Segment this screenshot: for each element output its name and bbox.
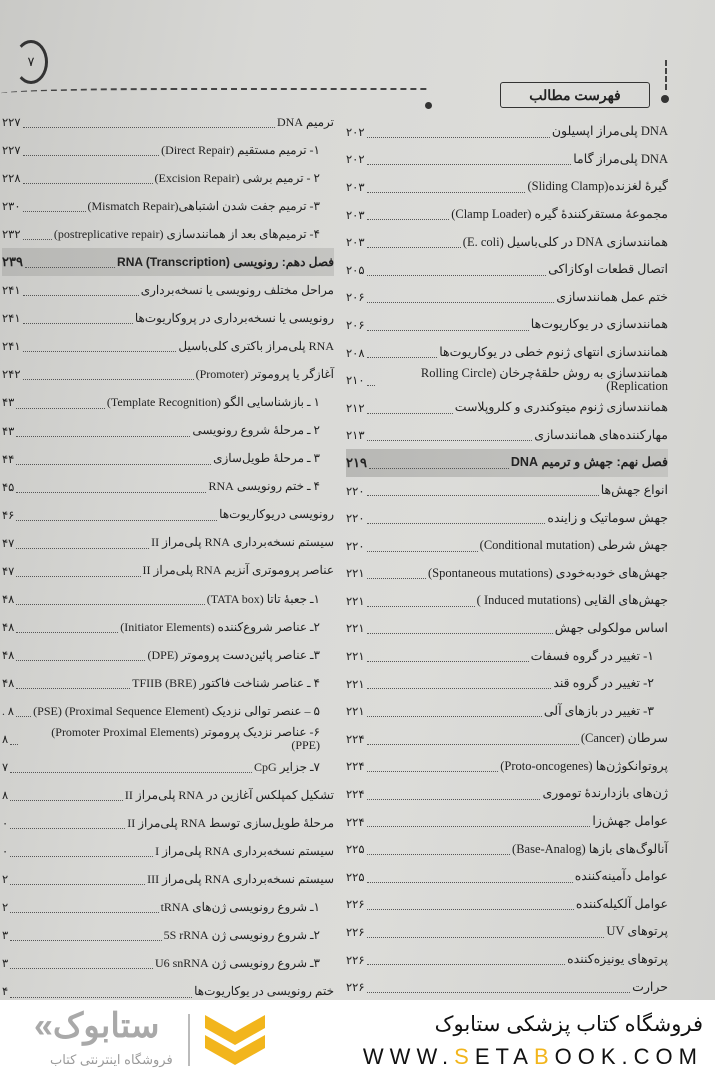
toc-entry-title: همانندسازی در یوکاریوت‌ها <box>530 317 668 332</box>
toc-entry <box>346 973 668 1001</box>
toc-entry-page: ۲۰۶ <box>346 292 365 305</box>
dot-leader <box>23 239 52 240</box>
url-highlight: S <box>454 1044 475 1069</box>
dot-leader <box>23 211 86 212</box>
dot-leader <box>369 468 509 469</box>
toc-entry-title: ۳- تغییر در بازهای آلی <box>543 703 654 718</box>
toc-entry-title: DNA پلی‌مراز گاما <box>573 151 668 166</box>
toc-entry <box>2 304 334 332</box>
toc-entry <box>2 501 334 529</box>
toc-entry <box>346 532 668 560</box>
toc-entry <box>2 949 334 977</box>
decorative-vertical-dash <box>665 60 667 90</box>
toc-entry-page: ۲۲۶ <box>346 899 365 912</box>
toc-entry-title: انواع جهش‌ها <box>600 482 668 497</box>
toc-entry-title: ۲ - ترمیم برشی (Excision Repair) <box>154 170 320 185</box>
toc-entry-page: ۸ . <box>2 706 14 718</box>
section-title: فهرست مطالب <box>500 82 650 108</box>
toc-entry-page: ۸ <box>2 734 9 747</box>
toc-entry-page: ۲۴۲ <box>2 369 21 382</box>
url-part: ETA <box>474 1044 534 1069</box>
toc-entry <box>2 725 334 753</box>
dot-leader <box>16 604 204 605</box>
toc-entry-title: حرارت <box>632 979 668 994</box>
toc-entry-page: ۲۰۸ <box>346 347 365 360</box>
toc-entry-page: ۷ <box>2 762 9 775</box>
toc-entry <box>346 642 668 670</box>
toc-entry-page: ۲۲۱ <box>346 568 365 581</box>
toc-entry <box>346 780 668 808</box>
dot-leader <box>10 940 161 941</box>
toc-entry-page: ۲۲۷ <box>2 145 21 158</box>
toc-entry <box>346 946 668 974</box>
toc-entry-title: ۱ ـ بازشناسایی الگو (Template Recognition) <box>106 395 320 410</box>
store-url[interactable] <box>363 1044 703 1070</box>
toc-entry-title: سیستم نسخه‌برداری RNA پلی‌مراز II <box>151 535 334 550</box>
toc-entry-title: گیرهٔ لغزنده(Sliding Clamp) <box>527 179 668 194</box>
toc-entry <box>346 863 668 891</box>
toc-entry <box>346 173 668 201</box>
dot-leader <box>16 660 145 661</box>
dot-leader <box>367 854 510 855</box>
toc-entry-page: ۴۷ <box>2 565 15 578</box>
toc-entry <box>2 276 334 304</box>
toc-entry-page: ۲۲۱ <box>346 623 365 636</box>
dot-leader <box>367 219 450 220</box>
toc-entry-page: ۲۲۴ <box>346 816 365 829</box>
dot-leader <box>367 799 541 800</box>
dot-leader <box>10 997 192 998</box>
toc-entry-page: ۲۲۸ <box>2 173 21 186</box>
chevron-logo-icon <box>200 1010 270 1070</box>
toc-entry-page: ۰ <box>2 846 9 859</box>
toc-entry <box>346 560 668 588</box>
toc-entry-title: ۳- ترمیم جفت شدن اشتباهی(Mismatch Repair) <box>87 198 320 213</box>
toc-entry-title: ختم رونویسی در یوکاریوت‌ها <box>194 984 334 999</box>
toc-entry <box>346 422 668 450</box>
dot-leader <box>367 882 573 883</box>
dot-leader <box>10 772 252 773</box>
toc-entry-title: پرتوهای UV <box>606 924 668 939</box>
toc-entry-page: ۲۲۶ <box>346 954 365 967</box>
toc-entry <box>2 613 334 641</box>
dot-leader <box>367 164 572 165</box>
toc-entry-page: ۲۰۲ <box>346 126 365 139</box>
dot-leader <box>367 909 574 910</box>
toc-entry-title: جهش شرطی (Conditional mutation) <box>479 538 668 553</box>
dot-leader <box>23 295 139 296</box>
toc-entry <box>346 311 668 339</box>
dot-leader <box>367 330 529 331</box>
toc-entry <box>2 557 334 585</box>
toc-entry-title: ۳ ـ مرحلهٔ طویل‌سازی <box>213 451 320 466</box>
toc-entry <box>2 360 334 388</box>
toc-entry <box>2 641 334 669</box>
toc-entry <box>346 339 668 367</box>
dot-leader <box>367 826 591 827</box>
toc-entry <box>346 504 668 532</box>
toc-entry-page: ۲۲۰ <box>346 513 365 526</box>
dot-leader <box>367 716 542 717</box>
dot-leader <box>367 275 547 276</box>
toc-entry-page: ۲۰۳ <box>346 237 365 250</box>
toc-entry-page: ۲۳۰ <box>2 201 21 214</box>
toc-entry-page: ۴۳ <box>2 425 15 438</box>
toc-entry-title: ۴ ـ ختم رونویسی RNA <box>208 479 320 494</box>
dot-leader <box>23 379 194 380</box>
dot-leader <box>10 744 18 745</box>
dot-leader <box>367 247 461 248</box>
toc-entry-page: ۲ <box>2 874 9 887</box>
toc-entry-page: ۴۴ <box>2 453 15 466</box>
toc-entry-title: عوامل دآمینه‌کننده <box>574 869 668 884</box>
toc-entry-page: ۲۲۵ <box>346 844 365 857</box>
dot-leader <box>367 771 499 772</box>
toc-entry <box>2 108 334 136</box>
toc-entry-page: ۲۲۱ <box>346 678 365 691</box>
toc-entry <box>2 417 334 445</box>
dot-leader <box>16 492 206 493</box>
toc-entry-page: ۲۰۵ <box>346 264 365 277</box>
dot-leader <box>16 464 211 465</box>
toc-entry-page: ۴۶ <box>2 509 15 522</box>
toc-entry-page: ۲۰۲ <box>346 154 365 167</box>
toc-entry <box>346 394 668 422</box>
logo-divider <box>188 1014 190 1066</box>
dot-leader <box>367 440 533 441</box>
toc-entry-page: ۲۴۱ <box>2 313 21 326</box>
toc-entry-title: ۳ـ عناصر پائین‌دست پروموتر (DPE) <box>147 647 320 662</box>
toc-entry <box>2 220 334 248</box>
toc-entry-title: مهارکننده‌های همانندسازی <box>534 427 668 442</box>
toc-entry-title: ۱- تغییر در گروه فسفات <box>530 648 654 663</box>
toc-entry <box>346 284 668 312</box>
toc-entry-title: سرطان (Cancer) <box>580 731 668 746</box>
dot-leader <box>367 688 552 689</box>
toc-entry <box>2 445 334 473</box>
toc-entry <box>2 388 334 416</box>
dot-leader <box>367 633 553 634</box>
toc-entry <box>2 753 334 781</box>
toc-entry-title: جهش‌های القایی (Induced mutations ) <box>476 593 668 608</box>
toc-entry-title: سیستم نسخه‌برداری RNA پلی‌مراز I <box>155 843 334 858</box>
toc-entry-page: ۳ <box>2 958 9 971</box>
dot-leader <box>367 606 475 607</box>
toc-entry-page: ۴۸ <box>2 593 15 606</box>
dot-leader <box>10 828 125 829</box>
toc-entry-page: ۴۸ <box>2 621 15 634</box>
toc-chapter-heading <box>2 248 334 276</box>
toc-entry-title: عوامل جهش‌زا <box>592 814 668 829</box>
toc-entry <box>346 587 668 615</box>
toc-entry <box>346 228 668 256</box>
toc-entry-title: رونویسی یا نسخه‌برداری در پروکاریوت‌ها <box>134 311 334 326</box>
toc-entry-title: فصل نهم: جهش و ترمیم DNA <box>510 455 668 470</box>
toc-entry-title: مراحل مختلف رونویسی یا نسخه‌برداری <box>140 283 334 297</box>
toc-entry-page: ۲ <box>2 902 9 915</box>
toc-entry-title: عناصر پروموتری آنزیم RNA پلی‌مراز II <box>142 563 334 578</box>
toc-entry <box>346 918 668 946</box>
dot-leader <box>23 183 153 184</box>
dot-leader <box>16 408 105 409</box>
toc-entry-title: ۴ ـ عناصر شناخت فاکتور TFIIB (BRE) <box>132 675 320 690</box>
dot-leader <box>16 632 118 633</box>
toc-entry <box>346 615 668 643</box>
toc-entry <box>2 809 334 837</box>
toc-entry <box>346 118 668 146</box>
toc-entry <box>346 697 668 725</box>
toc-entry <box>346 477 668 505</box>
toc-entry <box>346 891 668 919</box>
toc-entry-title: اساس مولکولی جهش <box>554 620 668 635</box>
toc-entry-title: همانندسازی به روش حلقهٔ‌چرخان (Rolling Circle Replication) <box>420 366 668 394</box>
toc-entry <box>2 893 334 921</box>
toc-entry-title: مجموعهٔ مستقرکنندهٔ گیره (Clamp Loader) <box>451 207 668 222</box>
toc-entry <box>346 725 668 753</box>
dot-leader <box>367 744 579 745</box>
toc-entry <box>346 670 668 698</box>
toc-entry <box>346 753 668 781</box>
toc-entry-title: عوامل آلکیله‌کننده <box>575 896 668 911</box>
toc-entry-title: ۱ـ جعبهٔ تاتا (TATA box) <box>206 591 320 606</box>
dot-leader <box>23 155 160 156</box>
toc-entry-page: ۲۳۲ <box>2 229 21 242</box>
toc-entry <box>346 256 668 284</box>
toc-entry <box>2 332 334 360</box>
toc-entry-page: ۲۲۴ <box>346 789 365 802</box>
dot-leader <box>16 576 140 577</box>
toc-entry <box>346 808 668 836</box>
toc-entry <box>2 473 334 501</box>
dot-leader <box>10 856 153 857</box>
store-banner <box>0 1000 715 1080</box>
toc-entry-title: DNA پلی‌مراز اپسیلون <box>551 124 668 139</box>
dot-leader <box>25 267 115 268</box>
toc-left-column <box>2 108 334 1006</box>
toc-entry-title: ۲ـ شروع رونویسی ژن 5S rRNA <box>163 928 320 943</box>
toc-entry-page: ۴۵ <box>2 481 15 494</box>
toc-entry-title: ۲- تغییر در گروه قند <box>553 676 654 691</box>
toc-entry-page: ۲۲۷ <box>2 117 21 130</box>
toc-entry-page: ۳ <box>2 930 9 943</box>
toc-entry-title: ۷ـ جزایر CpG <box>254 759 320 774</box>
decorative-dot <box>661 95 669 103</box>
toc-entry-page: ۴۸ <box>2 677 15 690</box>
toc-entry-title: پروتوانکوژن‌ها (Proto-oncogenes) <box>500 758 668 773</box>
page-number: ۷ <box>14 40 48 84</box>
dot-leader <box>367 137 550 138</box>
store-logo-tagline: فروشگاه اینترنتی کتاب <box>50 1052 173 1067</box>
toc-entry <box>2 781 334 809</box>
toc-entry <box>346 146 668 174</box>
toc-entry-title: ترمیم DNA <box>277 114 334 129</box>
dot-leader <box>367 357 438 358</box>
decorative-dashed-line <box>0 88 428 102</box>
toc-entry-page: ۲۴۱ <box>2 341 21 354</box>
toc-entry <box>346 366 668 394</box>
dot-leader <box>367 413 453 414</box>
toc-entry-title: RNA پلی‌مراز باکتری کلی‌باسیل <box>178 339 334 354</box>
toc-entry <box>2 837 334 865</box>
toc-entry-title: پرتوهای یونیزه‌کننده <box>567 952 668 967</box>
toc-entry-title: ختم عمل همانندسازی <box>556 289 668 304</box>
store-name: فروشگاه کتاب پزشکی ستابوک <box>434 1013 703 1036</box>
url-part: WWW. <box>362 1044 455 1069</box>
toc-entry-page: ۴۳ <box>2 397 15 410</box>
toc-entry-title: ۳ـ شروع رونویسی ژن U6 snRNA <box>154 956 320 971</box>
toc-entry-title: ۵ – عنصر توالی نزدیک (Proximal Sequence Element) (PSE) <box>33 703 320 718</box>
toc-entry-title: ۲ ـ مرحلهٔ شروع رونویسی <box>192 423 320 438</box>
dot-leader <box>10 884 145 885</box>
toc-entry <box>2 865 334 893</box>
toc-entry-title: تشکیل کمپلکس آغازین در RNA پلی‌مراز II <box>124 787 334 802</box>
dot-leader <box>10 968 153 969</box>
toc-entry-title: آنالوگ‌های بازها (Base-Analog) <box>512 841 668 856</box>
toc-entry-page: ۴۸ <box>2 649 15 662</box>
toc-entry-page: ۲۲۶ <box>346 927 365 940</box>
toc-entry-title: همانندسازی ژنوم میتوکندری و کلروپلاست <box>454 400 668 415</box>
toc-entry-page: ۲۲۵ <box>346 871 365 884</box>
toc-entry-page: ۲۲۰ <box>346 485 365 498</box>
toc-entry <box>2 669 334 697</box>
toc-entry-page: ۲۱۹ <box>346 454 367 470</box>
toc-entry-page: ۲۰۶ <box>346 319 365 332</box>
dot-leader <box>10 800 123 801</box>
toc-entry <box>2 529 334 557</box>
toc-entry-title: جهش سوماتیک و زاینده <box>547 510 668 525</box>
decorative-dot <box>425 102 432 109</box>
toc-entry-title: آغازگر یا پروموتر (Promoter) <box>195 367 334 382</box>
toc-entry-page: ۸ <box>2 790 9 803</box>
toc-entry-page: ۲۱۲ <box>346 402 365 415</box>
url-part: OOK.COM <box>554 1044 703 1069</box>
toc-entry-title: همانندسازی انتهای ژنوم خطی در یوکاریوت‌ها <box>439 344 668 359</box>
toc-entry-page: ۲۱۳ <box>346 430 365 443</box>
toc-entry-page: ۲۲۱ <box>346 651 365 664</box>
toc-entry-title: مرحلهٔ طویل‌سازی توسط RNA پلی‌مراز II <box>127 815 334 830</box>
toc-entry-page: ۲۳۹ <box>2 254 23 270</box>
toc-entry-title: ۲ـ عناصر شروع‌کننده (Initiator Elements) <box>120 619 320 634</box>
dot-leader <box>367 661 529 662</box>
toc-entry-title: سیستم نسخه‌برداری RNA پلی‌مراز III <box>147 871 334 886</box>
toc-chapter-heading <box>346 449 668 477</box>
dot-leader <box>367 578 426 579</box>
dot-leader <box>367 192 526 193</box>
toc-entry-page: ۲۰۳ <box>346 209 365 222</box>
dot-leader <box>16 548 149 549</box>
dot-leader <box>23 351 177 352</box>
toc-entry-page: ۲۴۱ <box>2 285 21 298</box>
toc-entry-page: ۲۰۳ <box>346 181 365 194</box>
dot-leader <box>16 520 217 521</box>
dot-leader <box>23 127 275 128</box>
toc-entry-title: ۴- ترمیم‌های بعد از همانندسازی (postreplicative repair) <box>53 226 320 241</box>
toc-entry <box>2 585 334 613</box>
dot-leader <box>367 385 375 386</box>
toc-entry <box>2 164 334 192</box>
dot-leader <box>367 937 605 938</box>
toc-entry-page: ۲۲۰ <box>346 540 365 553</box>
toc-entry-page: ۴۷ <box>2 537 15 550</box>
toc-entry-title: ۱- ترمیم مستقیم (Direct Repair) <box>161 142 320 157</box>
toc-entry <box>2 136 334 164</box>
store-logo-wordmark: «ستابوک <box>34 1007 160 1045</box>
toc-entry <box>346 835 668 863</box>
dot-leader <box>367 992 631 993</box>
toc-entry-page: ۲۲۴ <box>346 733 365 746</box>
dot-leader <box>367 523 546 524</box>
toc-entry-page: ۲۲۶ <box>346 982 365 995</box>
dot-leader <box>367 495 599 496</box>
toc-entry-title: همانندسازی DNA در کلی‌باسیل (E. coli) <box>462 234 668 249</box>
dot-leader <box>16 716 31 717</box>
toc-entry <box>2 192 334 220</box>
dot-leader <box>367 551 478 552</box>
toc-entry <box>346 201 668 229</box>
toc-entry <box>2 697 334 725</box>
toc-entry-title: جهش‌های خودبه‌خودی (Spontaneous mutations) <box>428 565 668 580</box>
toc-entry-page: ۲۲۴ <box>346 761 365 774</box>
toc-entry-title: ۶- عناصر نزدیک پروموتر (Promoter Proximal Elements) (PPE) <box>51 725 320 753</box>
dot-leader <box>367 302 555 303</box>
toc-entry-page: ۴ <box>2 986 9 999</box>
dot-leader <box>16 436 190 437</box>
dot-leader <box>23 323 133 324</box>
toc-entry-title: اتصال قطعات اوکازاکی <box>548 262 668 277</box>
toc-entry-page: ۲۱۰ <box>346 375 365 388</box>
dot-leader <box>367 964 566 965</box>
dot-leader <box>10 912 158 913</box>
toc-entry-title: ۱ـ شروع رونویسی ژن‌های tRNA <box>160 900 320 915</box>
toc-entry-title: ژن‌های بازدارندهٔ توموری <box>542 786 668 801</box>
dot-leader <box>16 688 130 689</box>
url-highlight: B <box>533 1044 555 1069</box>
toc-entry-page: ۲۲۱ <box>346 706 365 719</box>
toc-entry-title: فصل دهم: رونویسی RNA (Transcription) <box>117 254 334 269</box>
toc-entry-page: ۲۲۱ <box>346 595 365 608</box>
toc-entry-title: رونویسی دریوکاریوت‌ها <box>219 507 334 522</box>
toc-entry-page: ۰ <box>2 818 9 831</box>
toc-right-column <box>346 118 668 1001</box>
toc-entry <box>2 921 334 949</box>
